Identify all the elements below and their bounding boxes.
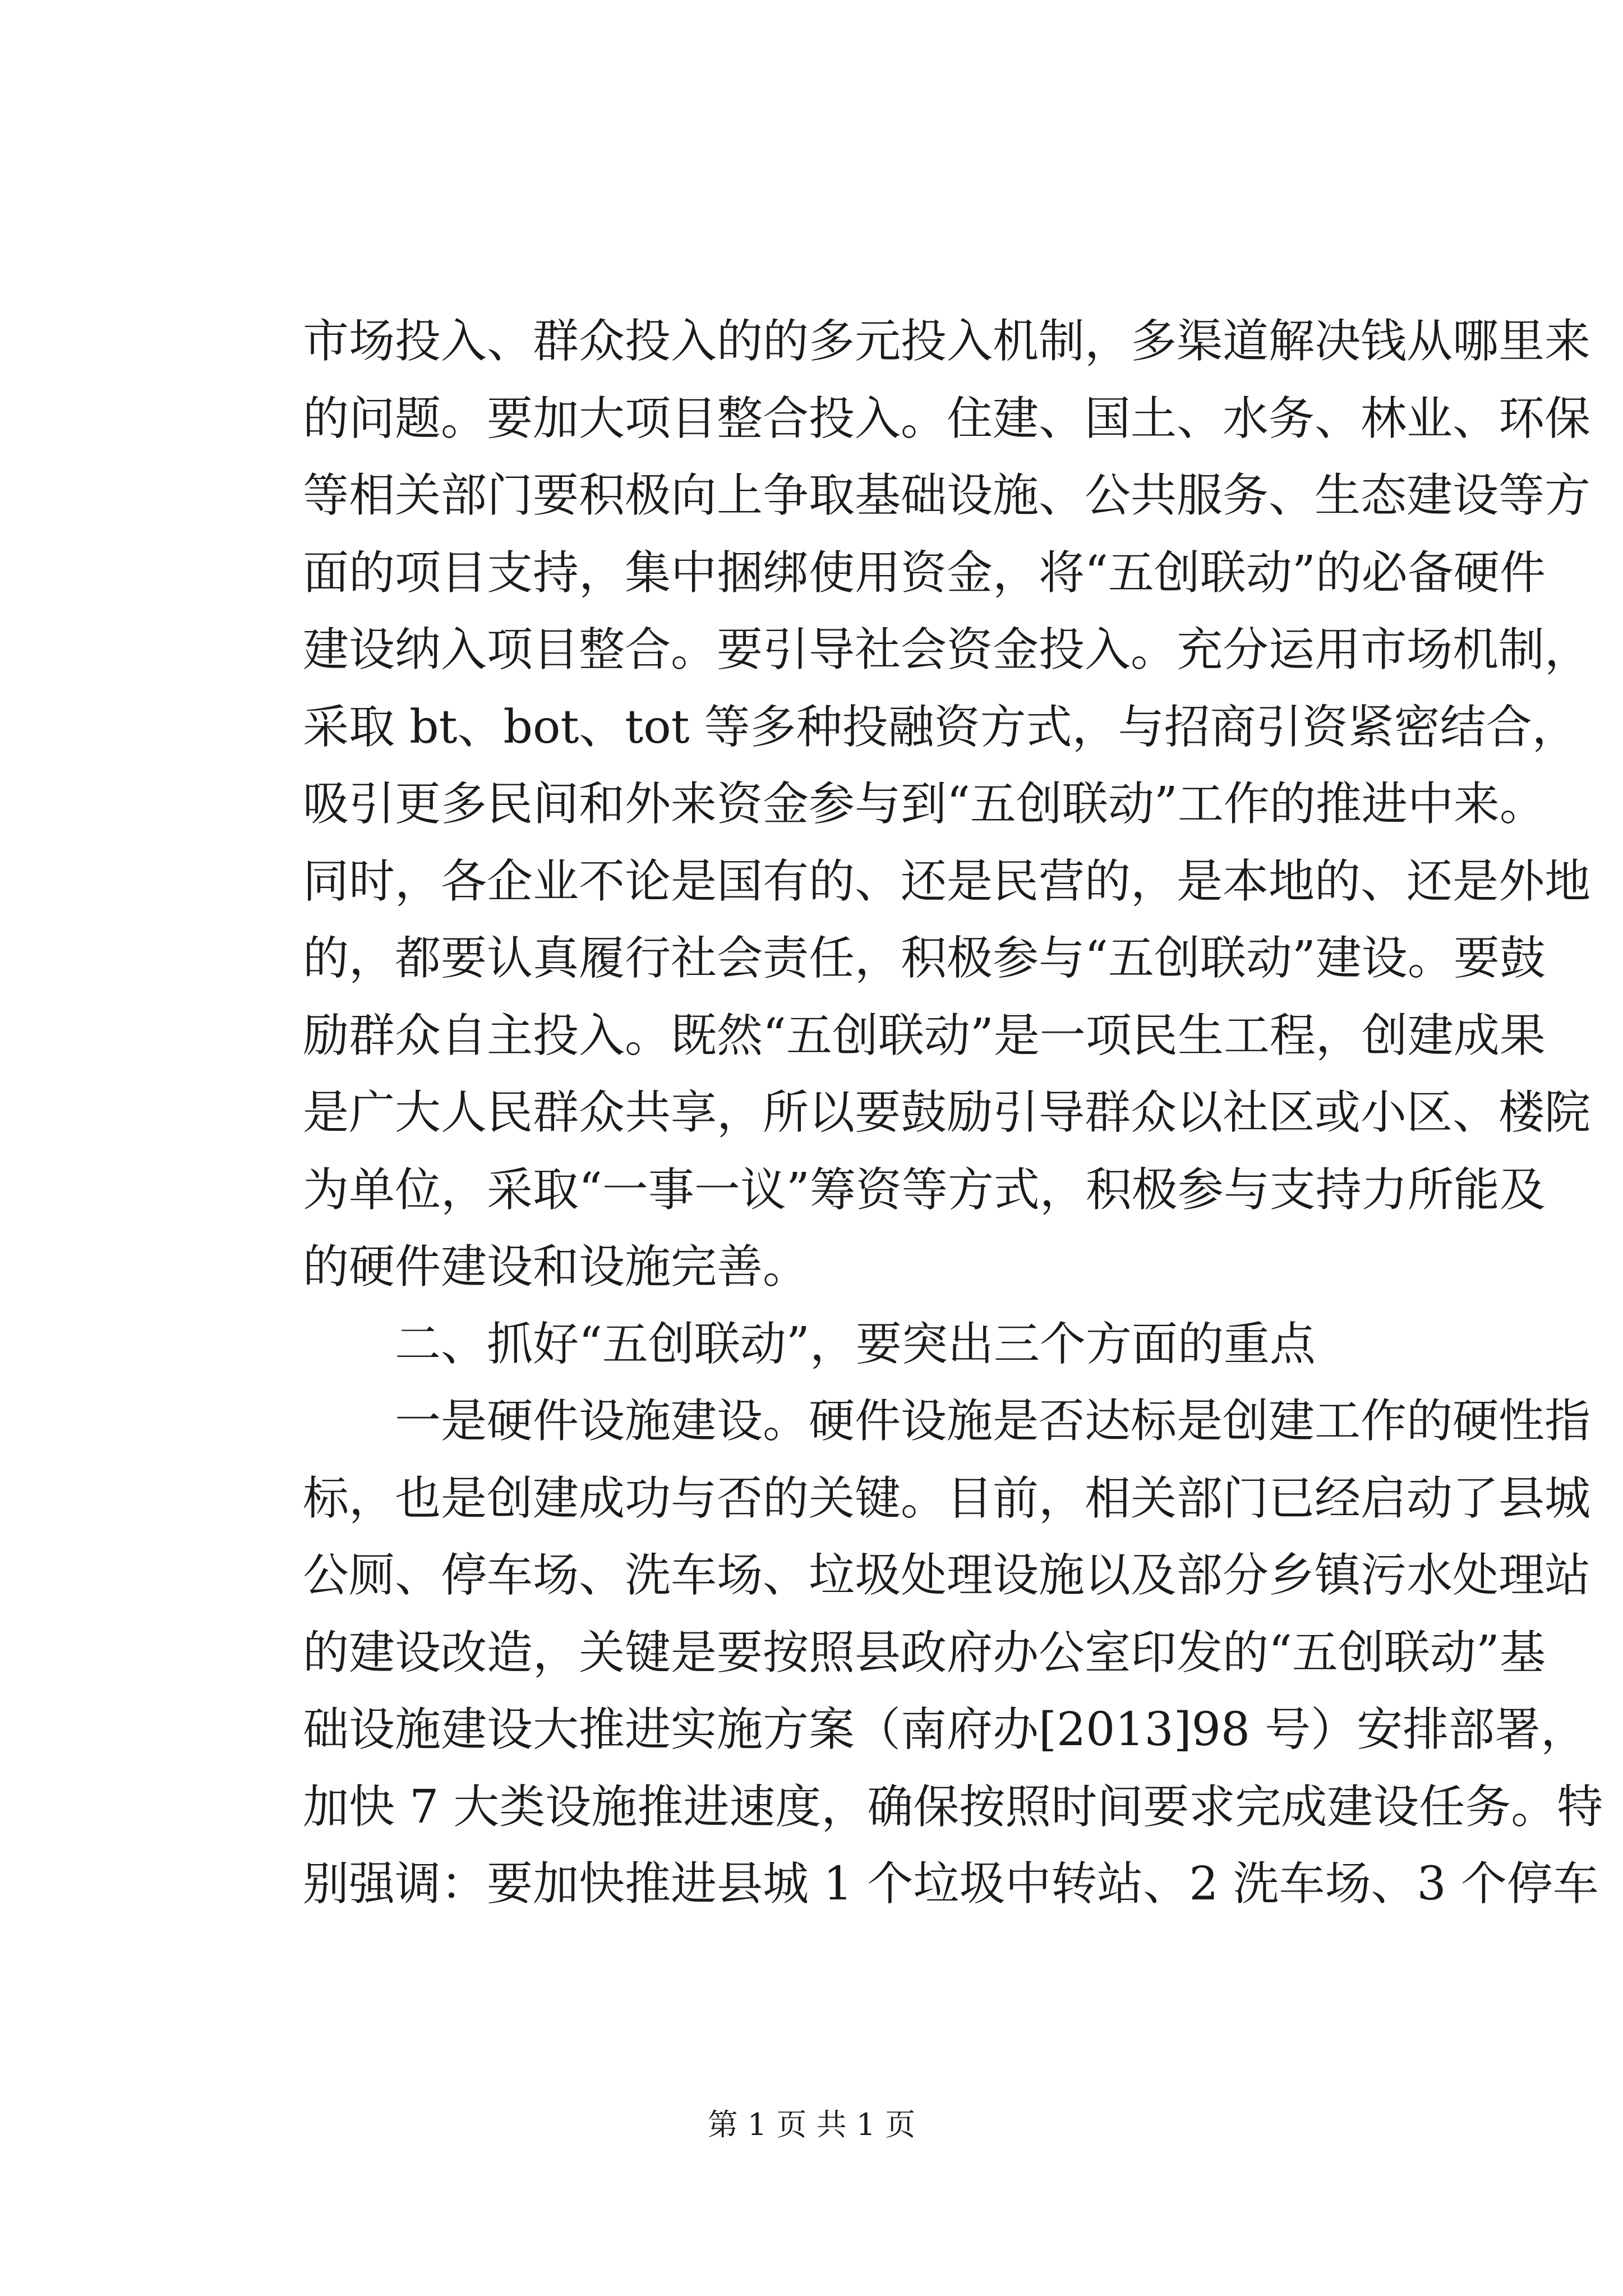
- text-line: 是广大人民群众共享，所以要鼓励引导群众以社区或小区、楼院: [303, 1086, 1591, 1139]
- body-text: [303, 303, 1603, 1923]
- text-line: 标，也是创建成功与否的关键。目前，相关部门已经启动了县城: [303, 1471, 1591, 1525]
- text-line: 一是硬件设施建设。硬件设施是否达标是创建工作的硬性指: [303, 1395, 1591, 1448]
- text-line: 等相关部门要积极向上争取基础设施、公共服务、生态建设等方: [303, 469, 1591, 522]
- section-heading: 二、抓好“五创联动”，要突出三个方面的重点: [303, 1317, 1316, 1371]
- text-line: 的，都要认真履行社会责任，积极参与“五创联动”建设。要鼓: [303, 932, 1546, 985]
- text-line: 公厕、停车场、洗车场、垃圾处理设施以及部分乡镇污水处理站: [303, 1549, 1591, 1602]
- text-line: 建设纳入项目整合。要引导社会资金投入。充分运用市场机制，: [303, 623, 1591, 677]
- text-line: 的建设改造，关键是要按照县政府办公室印发的“五创联动”基: [303, 1626, 1546, 1680]
- text-line: 为单位，采取“一事一议”筹资等方式，积极参与支持力所能及: [303, 1163, 1546, 1217]
- text-line: 础设施建设大推进实施方案（南府办[2013]98 号）安排部署，: [303, 1703, 1587, 1756]
- text-line: 别强调：要加快推进县城 1 个垃圾中转站、2 洗车场、3 个停车: [303, 1857, 1599, 1911]
- text-line: 的问题。要加大项目整合投入。住建、国土、水务、林业、环保: [303, 392, 1591, 445]
- text-line: 的硬件建设和设施完善。: [303, 1240, 809, 1294]
- page-footer: 第 1 页 共 1 页: [707, 2107, 916, 2142]
- text-line: 加快 7 大类设施推进速度，确保按照时间要求完成建设任务。特: [303, 1780, 1603, 1834]
- text-line: 市场投入、群众投入的的多元投入机制，多渠道解决钱从哪里来: [303, 315, 1591, 368]
- text-line: 同时，各企业不论是国有的、还是民营的，是本地的、还是外地: [303, 854, 1591, 908]
- text-line: 励群众自主投入。既然“五创联动”是一项民生工程，创建成果: [303, 1009, 1546, 1062]
- text-line: 面的项目支持，集中捆绑使用资金，将“五创联动”的必备硬件: [303, 546, 1546, 600]
- text-line: 吸引更多民间和外来资金参与到“五创联动”工作的推进中来。: [303, 777, 1546, 831]
- text-line: 采取 bt、bot、tot 等多种投融资方式，与招商引资紧密结合，: [303, 700, 1578, 754]
